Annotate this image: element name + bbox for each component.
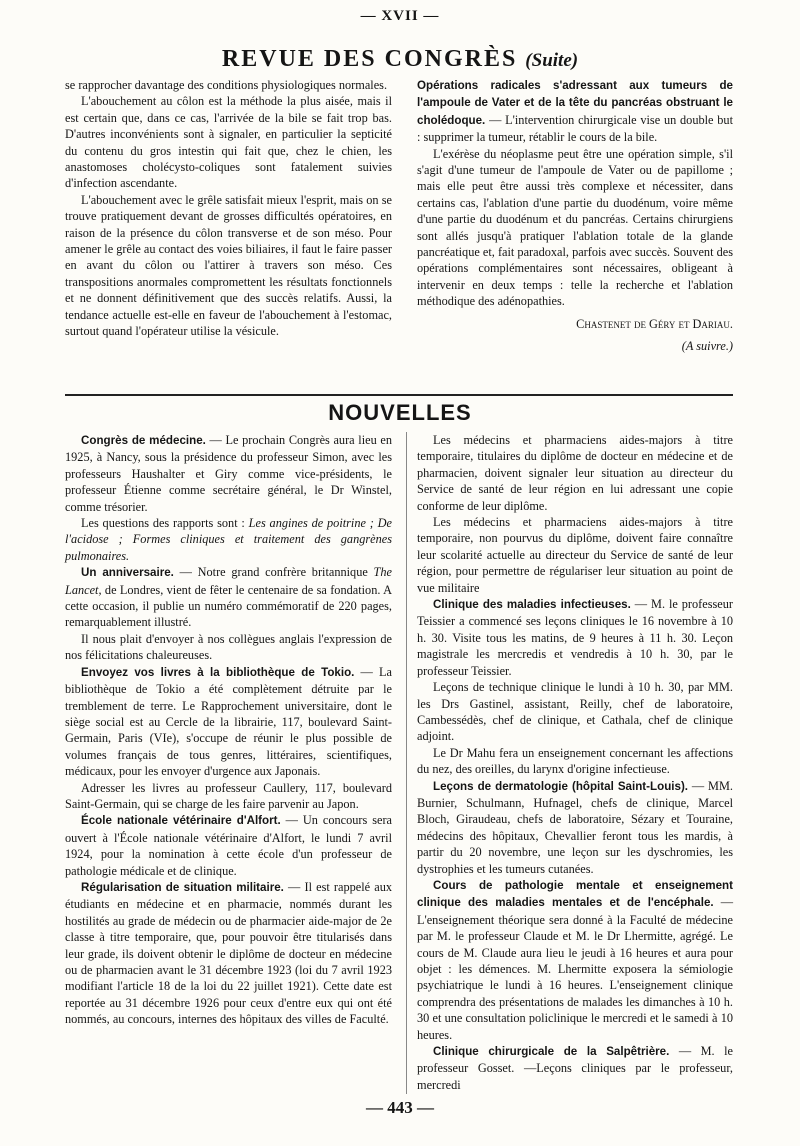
news-heading: Congrès de médecine. xyxy=(81,434,206,447)
news-item-anniversaire xyxy=(65,564,392,631)
news-text: — M. le professeur Teissier a commencé ses leçons cliniques le 16 novembre à 10 h. 30. Visite tous les matins, de 9 heures à 11 h. 30. Leçon magistrale les mercredis et vendredis à 10 h. 30, par le professeur Teissier. xyxy=(417,597,734,678)
column-divider xyxy=(406,432,407,1094)
page-roman-numeral: — XVII — xyxy=(360,8,440,24)
news-text: Les questions des rapports sont : xyxy=(81,516,249,531)
news-heading: Cours de pathologie mentale et enseignement clinique des maladies mentales et de l'encéphale. xyxy=(417,878,733,910)
revue-left-column xyxy=(65,77,392,340)
paragraph: Les médecins et pharmaciens aides-majors à titre temporaire, titulaires du diplôme de docteur en médecine et de pharmacien, doivent signaler leur situation au directeur du Service de santé de leur région en lui adressant une copie conforme de leur diplôme. xyxy=(417,433,733,513)
news-text: — L'enseignement théorique sera donné à la Faculté de médecine par M. le professeur Claude et M. le Dr Lhermitte, agrégé. Le cours de M. Claude aura lieu le jeudi à 16 heures et aura pour objet : les démences. M. Lhermitte exposera la sémiologie psychiatrique le lundi à 16 heures. L'enseignement clinique comprendra des présentations de malades les dimanches à 10 h. 30 et une consultation policlinique le mercredi et le samedi à 10 heures. xyxy=(417,895,733,1042)
news-text: de Londres, vient de fêter le centenaire de sa fondation. A cette occasion, il publie un numéro commémoratif de 220 pages, remarquablement illustré. xyxy=(65,582,392,630)
paragraph-text: — L'intervention chirurgicale vise un double but : supprimer la tumeur, rétablir le cours de la bile. xyxy=(417,112,733,145)
news-text: — La bibliothèque de Tokio a été complètement détruite par le tremblement de terre. Le Rapprochement universitaire, dont le siège social est au Cercle de la librairie, 117, boulevard Saint-Germain, Paris (VIe), s'occupe de réunir le plus possible de volumes français de tous genres, littéraires, scientifiques, médicaux, pour les envoyer d'urgence aux Japonais. xyxy=(65,664,392,779)
news-heading: Leçons de dermatologie (hôpital Saint-Louis). xyxy=(433,779,689,793)
news-item-infectieuses xyxy=(417,596,733,679)
news-item-regularisation xyxy=(65,879,392,1028)
running-title xyxy=(0,46,800,73)
running-title-main: REVUE DES CONGRÈS xyxy=(221,46,518,72)
paragraph: se rapprocher davantage des conditions physiologiques normales. xyxy=(65,78,388,92)
section-divider xyxy=(65,394,733,396)
paragraph: Le Dr Mahu fera un enseignement concernant les affections du nez, des oreilles, du larynx d'origine infectieuse. xyxy=(417,745,733,777)
news-item-rapports xyxy=(65,515,392,564)
paragraph: Leçons de technique clinique le lundi à 10 h. 30, par MM. les Drs Gastinel, assistant, Reilly, chef de laboratoire, Cambessédès, chef de clinique, et Cathala, chef de clinique adjoint. xyxy=(417,680,733,744)
section-title: NOUVELLES xyxy=(328,400,472,425)
news-text: — Le prochain Congrès aura lieu en 1925, à Nancy, sous la présidence du professeur Simon, avec les professeurs Haushalter et Giry comme vice-présidents, le professeur Étienne comme secrétaire général, le Dr Winstel, comme trésorier. xyxy=(65,433,392,514)
news-text: — MM. Burnier, Schulmann, Hufnagel, chefs de clinique, Marcel Bloch, Giraudeau, chefs de laboratoire, Sézary et Touraine, médecins des hôpitaux, Chevallier feront tous les mardis, à partir du 20 novembre, une leçon sur les dyschromies, les dystrophies et les tumeurs cutanées. xyxy=(417,778,734,876)
news-text: — Il est rappelé aux étudiants en médecine et en pharmacie, nommés durant les hostilités au grade de médecin ou de pharmacier aide-major de 2e classe à titre temporaire, que, pour pouvoir être titularisés dans leur grade, ils doivent obtenir le diplôme de docteur en médecine ou de pharmacien avant le 31 décembre 1923 (loi du 7 avril 1923 modifiant l'article 18 de la loi du 22 juillet 1921). Cette date est reportée au 31 décembre 1926 pour ceux d'entre eux qui ont été nommés, au concours, internes des hôpitaux des villes de Faculté. xyxy=(65,879,392,1027)
news-text: — Notre grand confrère britannique xyxy=(173,565,374,580)
news-item-alfort xyxy=(65,812,392,879)
paragraph: Il nous plait d'envoyer à nos collègues anglais l'expression de nos félicitations chaleureuses. xyxy=(65,631,392,663)
paragraph: L'exérèse du néoplasme peut être une opération simple, s'il s'agit d'une tumeur de l'ampoule de Vater ou de papillome ; mais elle peut être aussi très complexe et nécessiter, dans certains cas, l'ablation d'une partie du duodénum, voire même d'une partie du duodénum et du pancréas. Certains chirurgiens sont allés jusqu'à pratiquer l'ablation totale de la glande pancréatique et, fait paradoxal, parfois avec succès. Souvent des opérations complémentaires sont nécessaires, obligeant à intervenir en deux temps : telle la recherche et l'ablation méthodique des adénopathies. xyxy=(417,146,733,309)
continued-note: (A suivre.) xyxy=(681,339,733,354)
paragraph: L'abouchement avec le grêle satisfait mieux l'esprit, mais on se trouve pratiquement devant de grosses difficultés opératoires, en raison de la présence du côlon transverse et de son méso. Pour amener le grêle au contact des voies biliaires, il faut le faire passer en avant du côlon ou l'attirer à travers son méso. Ces transpositions anormales compromettent les résultats fonctionnels et ne donnent définitivement que des succès relatifs. Aussi, la tendance actuelle est-elle en faveur de l'abouchement à l'estomac, surtout quand l'opérateur utilise la vésicule. xyxy=(65,192,392,339)
news-item-congres xyxy=(65,432,392,515)
news-heading: Envoyez vos livres à la bibliothèque de Tokio. xyxy=(81,665,355,679)
news-italic-text: The Lancet, xyxy=(65,565,392,597)
news-text: — M. le professeur Gosset. —Leçons cliniques par le professeur, mercredi xyxy=(417,1044,733,1092)
page-number: — 443 — xyxy=(366,1098,434,1117)
news-heading: École nationale vétérinaire d'Alfort. xyxy=(81,814,281,828)
author-signature: Chastenet de Géry et Dariau. xyxy=(576,316,733,331)
news-item-pathologie xyxy=(417,877,733,1043)
news-item-salpetriere xyxy=(417,1043,733,1093)
news-heading: Clinique des maladies infectieuses. xyxy=(433,598,631,612)
section-heading: Opérations radicales s'adressant aux tumeurs de l'ampoule de Vater et de la tête du pancréas obstruant le cholédoque. xyxy=(417,79,733,127)
paragraph xyxy=(417,77,733,146)
paragraph: Adresser les livres au professeur Caullery, 117, boulevard Saint-Germain, qui se charge de les faire parvenir au Japon. xyxy=(65,780,392,811)
paragraph: Les médecins et pharmaciens aides-majors à titre temporaire, non pourvus du diplôme, doivent faire connaître leur scolarité actuelle au directeur du Service de santé de leur région, pour permettre de régulariser leur situation au point de vue militaire xyxy=(417,515,733,595)
news-heading: Clinique chirurgicale de la Salpêtrière. xyxy=(433,1045,670,1059)
news-item-dermatologie xyxy=(417,778,733,877)
news-heading: Régularisation de situation militaire. xyxy=(81,880,284,894)
revue-right-column xyxy=(417,77,733,355)
news-italic-text: Les angines de poitrine ; De l'acidose ; Formes cliniques et traitement des gangrènes pulmonaires. xyxy=(65,516,392,563)
paragraph: L'abouchement au côlon est la méthode la plus aisée, mais il est certain que, dans ce cas, l'arrivée de la bile se fait trop bas. D'autres inconvénients sont à signaler, en particulier la septicité du contenu du gros intestin qui fait que, chez le chien, les anastomoses cholécysto-coliques sont fatalement suivies d'infection ascendante. xyxy=(65,94,392,191)
news-left-column xyxy=(65,432,392,1028)
running-title-suffix: (Suite) xyxy=(525,50,579,71)
news-heading: Un anniversaire. xyxy=(81,566,174,580)
news-right-column xyxy=(417,432,733,1093)
news-item-tokio xyxy=(65,664,392,780)
news-text: — Un concours sera ouvert à l'École nationale vétérinaire d'Alfort, le lundi 7 avril 1924, pour la nomination à cette école d'un professeur de pathologie médicale et de clinique. xyxy=(65,813,393,878)
